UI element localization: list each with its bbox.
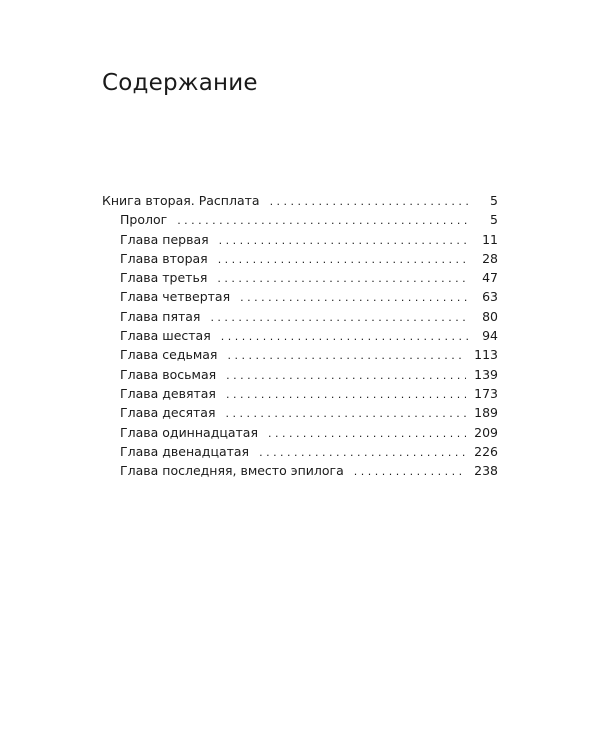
dot-leader	[226, 385, 466, 404]
toc-entry-chapter-2[interactable]	[102, 249, 498, 268]
toc-entry-page: 28	[482, 250, 498, 266]
toc-entry-label: Глава третья	[120, 270, 208, 286]
toc-entry-page: 189	[474, 405, 498, 421]
toc-entry-chapter-3[interactable]	[102, 268, 498, 287]
dot-leader	[219, 231, 468, 250]
toc-entry-chapter-11[interactable]	[102, 423, 498, 442]
dot-leader	[225, 404, 466, 423]
dot-leader	[227, 346, 466, 365]
toc-entry-chapter-5[interactable]	[102, 307, 498, 326]
toc-entry-epilogue[interactable]	[102, 461, 498, 480]
toc-entry-page: 5	[490, 193, 498, 208]
toc-entry-label: Глава шестая	[120, 328, 211, 344]
dot-leader	[217, 269, 468, 288]
toc-entry-label: Глава пятая	[120, 308, 201, 324]
dot-leader	[226, 366, 466, 385]
toc-entry-page: 80	[482, 308, 498, 324]
toc-entry-chapter-6[interactable]	[102, 326, 498, 345]
toc-entry-label: Глава девятая	[120, 385, 216, 401]
toc-entry-label: Глава последняя, вместо эпилога	[120, 463, 344, 479]
toc-entry-page: 94	[482, 328, 498, 344]
toc-entry-page: 173	[474, 385, 498, 401]
dot-leader	[221, 327, 468, 346]
toc-entry-chapter-7[interactable]	[102, 345, 498, 364]
toc-entry-page: 63	[482, 289, 498, 305]
toc-entry-label: Глава десятая	[120, 405, 216, 421]
dot-leader	[210, 308, 468, 327]
toc-entry-label: Пролог	[120, 212, 168, 228]
table-of-contents	[102, 191, 498, 480]
page-title: Содержание	[102, 70, 258, 96]
dot-leader	[218, 250, 468, 269]
toc-entry-label: Глава седьмая	[120, 347, 218, 363]
toc-entry-chapter-9[interactable]	[102, 384, 498, 403]
toc-entry-chapter-12[interactable]	[102, 442, 498, 461]
toc-entry-page: 139	[474, 366, 498, 382]
toc-entry-chapter-1[interactable]	[102, 230, 498, 249]
toc-entry-label: Глава вторая	[120, 250, 208, 266]
dot-leader	[240, 288, 468, 307]
dot-leader	[177, 211, 468, 230]
dot-leader	[259, 443, 466, 462]
toc-entry-page: 5	[490, 212, 498, 228]
toc-entry-chapter-4[interactable]	[102, 287, 498, 306]
toc-entry-book[interactable]	[102, 191, 498, 210]
toc-entry-label: Глава двенадцатая	[120, 443, 250, 459]
toc-entry-page: 47	[482, 270, 498, 286]
toc-entry-page: 226	[474, 443, 498, 459]
toc-entry-page: 113	[474, 347, 498, 363]
dot-leader	[270, 192, 468, 211]
dot-leader	[268, 424, 466, 443]
toc-entry-chapter-8[interactable]	[102, 365, 498, 384]
toc-entry-page: 209	[474, 424, 498, 440]
toc-entry-label: Глава восьмая	[120, 366, 217, 382]
toc-entry-prologue[interactable]	[102, 210, 498, 229]
toc-entry-label: Глава первая	[120, 231, 209, 247]
toc-entry-label: Глава одиннадцатая	[120, 424, 258, 440]
toc-entry-label: Глава четвертая	[120, 289, 231, 305]
toc-entry-page: 238	[474, 463, 498, 479]
dot-leader	[354, 462, 466, 481]
toc-entry-label: Книга вторая. Расплата	[102, 193, 260, 208]
toc-entry-page: 11	[482, 231, 498, 247]
toc-entry-chapter-10[interactable]	[102, 403, 498, 422]
